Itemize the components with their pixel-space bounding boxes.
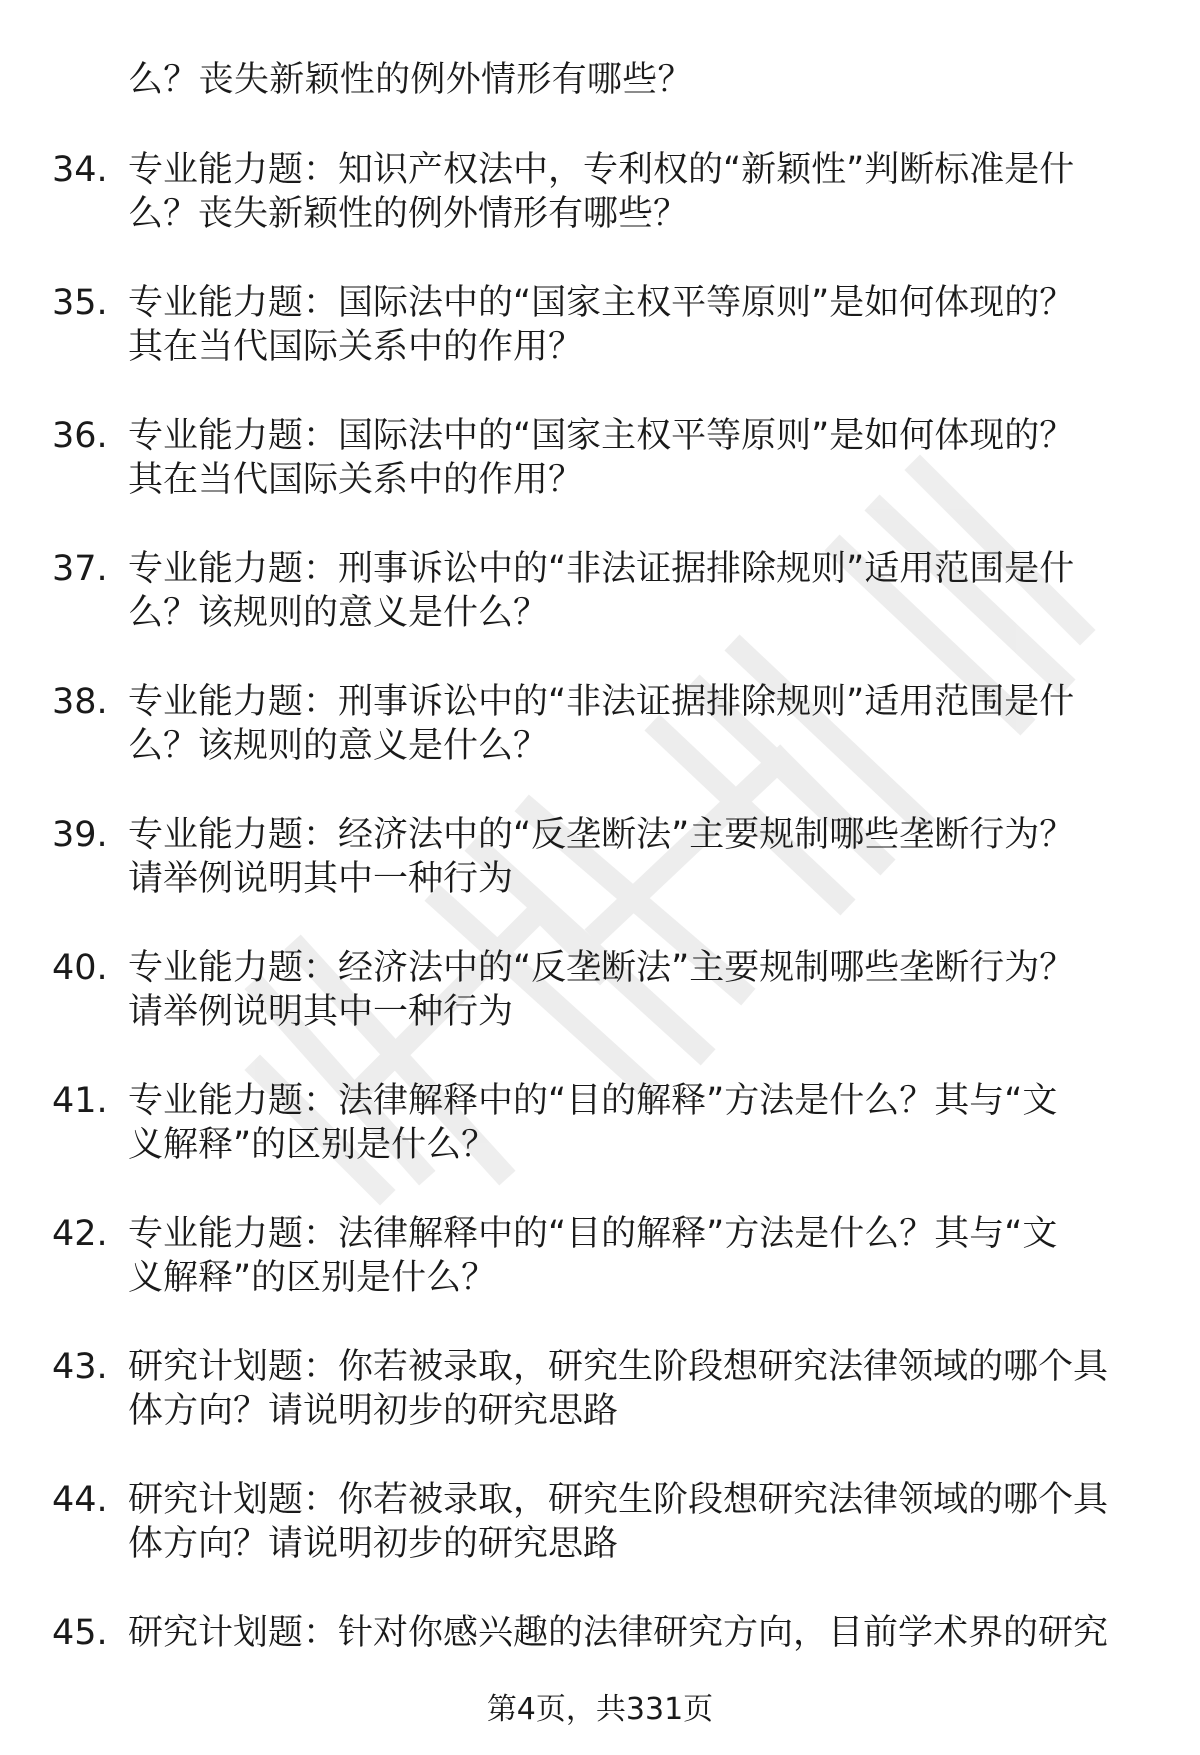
question-number: 35. bbox=[52, 283, 108, 323]
question-line: 专业能力题：知识产权法中，专利权的“新颖性”判断标准是什 bbox=[128, 150, 1075, 190]
question-line: 研究计划题：针对你感兴趣的法律研究方向，目前学术界的研究 bbox=[128, 1613, 1109, 1653]
question-line: 专业能力题：刑事诉讼中的“非法证据排除规则”适用范围是什 bbox=[128, 682, 1075, 722]
question-item bbox=[0, 946, 1200, 1079]
question-line: 专业能力题：法律解释中的“目的解释”方法是什么？其与“文 bbox=[128, 1081, 1058, 1121]
question-number: 42. bbox=[52, 1214, 108, 1254]
question-line: 么？该规则的意义是什么？ bbox=[128, 593, 549, 633]
question-line: 研究计划题：你若被录取，研究生阶段想研究法律领域的哪个具 bbox=[128, 1480, 1109, 1520]
question-line: 义解释”的区别是什么？ bbox=[128, 1258, 497, 1298]
question-item bbox=[0, 813, 1200, 946]
question-number: 34. bbox=[52, 150, 108, 190]
question-number: 39. bbox=[52, 815, 108, 855]
question-line: 请举例说明其中一种行为 bbox=[128, 859, 514, 899]
question-text bbox=[128, 1611, 1148, 1655]
question-number: 41. bbox=[52, 1081, 108, 1121]
question-item bbox=[0, 414, 1200, 547]
question-line: 请举例说明其中一种行为 bbox=[128, 992, 514, 1032]
question-item bbox=[0, 1212, 1200, 1345]
question-text bbox=[128, 1345, 1148, 1433]
question-line: 专业能力题：经济法中的“反垄断法”主要规制哪些垄断行为？ bbox=[128, 815, 1075, 855]
question-number: 45. bbox=[52, 1613, 108, 1653]
question-line: 其在当代国际关系中的作用？ bbox=[128, 460, 584, 500]
question-line: 么？该规则的意义是什么？ bbox=[128, 726, 549, 766]
question-item bbox=[0, 148, 1200, 281]
question-item bbox=[0, 547, 1200, 680]
question-item bbox=[0, 680, 1200, 813]
question-text bbox=[128, 1478, 1148, 1566]
question-line: 专业能力题：经济法中的“反垄断法”主要规制哪些垄断行为？ bbox=[128, 948, 1075, 988]
question-text bbox=[128, 1212, 1148, 1300]
question-text bbox=[128, 1079, 1148, 1167]
page-footer: 第4页，共331页 bbox=[486, 1692, 714, 1727]
question-list bbox=[0, 148, 1200, 1744]
question-line: 专业能力题：刑事诉讼中的“非法证据排除规则”适用范围是什 bbox=[128, 549, 1075, 589]
question-item bbox=[0, 1345, 1200, 1478]
question-line: 体方向？请说明初步的研究思路 bbox=[128, 1524, 619, 1564]
question-item bbox=[0, 281, 1200, 414]
question-item bbox=[0, 1478, 1200, 1611]
question-line: 专业能力题：国际法中的“国家主权平等原则”是如何体现的？ bbox=[128, 416, 1075, 456]
question-line: 么？丧失新颖性的例外情形有哪些？ bbox=[128, 194, 689, 234]
question-line: 专业能力题：法律解释中的“目的解释”方法是什么？其与“文 bbox=[128, 1214, 1058, 1254]
question-text bbox=[128, 813, 1148, 901]
question-text bbox=[128, 946, 1148, 1034]
question-number: 37. bbox=[52, 549, 108, 589]
question-line: 义解释”的区别是什么？ bbox=[128, 1125, 497, 1165]
question-text bbox=[128, 281, 1148, 369]
question-number: 40. bbox=[52, 948, 108, 988]
question-number: 43. bbox=[52, 1347, 108, 1387]
question-item bbox=[0, 1079, 1200, 1212]
question-text bbox=[128, 547, 1148, 635]
question-line: 其在当代国际关系中的作用？ bbox=[128, 327, 584, 367]
question-number: 36. bbox=[52, 416, 108, 456]
question-text bbox=[128, 414, 1148, 502]
continuation-line: 么？丧失新颖性的例外情形有哪些？ bbox=[128, 60, 693, 100]
question-text bbox=[128, 148, 1148, 236]
question-text bbox=[128, 680, 1148, 768]
question-number: 44. bbox=[52, 1480, 108, 1520]
question-number: 38. bbox=[52, 682, 108, 722]
question-line: 专业能力题：国际法中的“国家主权平等原则”是如何体现的？ bbox=[128, 283, 1075, 323]
question-line: 体方向？请说明初步的研究思路 bbox=[128, 1391, 619, 1431]
question-line: 研究计划题：你若被录取，研究生阶段想研究法律领域的哪个具 bbox=[128, 1347, 1109, 1387]
